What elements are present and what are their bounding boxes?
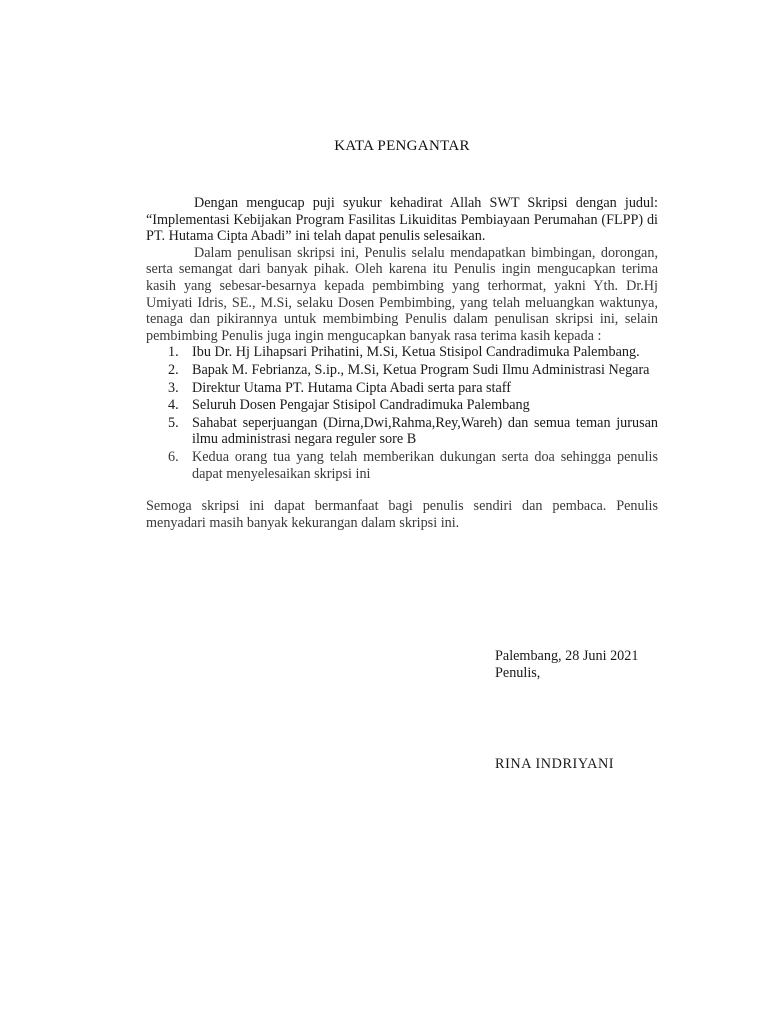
signature-block	[495, 648, 638, 682]
list-item-number: 2.	[168, 361, 179, 378]
second-paragraph: Dalam penulisan skripsi ini, Penulis selalu mendapatkan bimbingan, dorongan, serta semangat dari banyak pihak. Oleh karena itu Penulis ingin mengucapkan terima kasih yang sebesar-besarnya kepada pembimbing yang terhormat, yakni Yth. Dr.Hj Umiyati Idris, SE., M.Si, selaku Dosen Pembimbing, yang telah meluangkan waktunya, tenaga dan pikirannya untuk membimbing Penulis dalam penulisan skripsi ini, selain pembimbing Penulis juga ingin mengucapkan banyak rasa terima kasih kepada :	[146, 244, 658, 344]
list-item-text: Direktur Utama PT. Hutama Cipta Abadi serta para staff	[192, 379, 511, 396]
list-item-text: Ibu Dr. Hj Lihapsari Prihatini, M.Si, Ketua Stisipol Candradimuka Palembang.	[192, 344, 640, 361]
list-item-text: Seluruh Dosen Pengajar Stisipol Candradimuka Palembang	[192, 397, 530, 414]
list-item	[146, 344, 658, 361]
list-item	[146, 397, 658, 414]
place-date: Palembang, 28 Juni 2021	[495, 648, 639, 664]
author-label: Penulis,	[495, 665, 541, 681]
list-item-number: 3.	[168, 379, 179, 396]
intro-paragraph: Dengan mengucap puji syukur kehadirat Allah SWT Skripsi dengan judul: “Implementasi Kebijakan Program Fasilitas Likuiditas Pembiayaan Perumahan (FLPP) di PT. Hutama Cipta Abadi” ini telah dapat penulis selesaikan.	[146, 195, 658, 245]
list-item	[146, 362, 658, 379]
body-text	[146, 195, 658, 531]
list-item	[146, 380, 658, 397]
list-item-text: Bapak M. Febrianza, S.ip., M.Si, Ketua Program Sudi Ilmu Administrasi Negara	[192, 361, 650, 378]
thanks-list	[146, 344, 658, 482]
list-item-number: 5.	[168, 414, 179, 431]
list-item	[146, 415, 658, 448]
list-item-text: Sahabat seperjuangan (Dirna,Dwi,Rahma,Rey,Wareh) dan semua teman jurusan ilmu administrasi negara reguler sore B	[192, 414, 658, 448]
list-item-number: 1.	[168, 344, 179, 361]
author-name: RINA INDRIYANI	[495, 756, 615, 772]
closing-paragraph: Semoga skripsi ini dapat bermanfaat bagi penulis sendiri dan pembaca. Penulis menyadari masih banyak kekurangan dalam skripsi ini.	[146, 498, 658, 531]
list-item-number: 4.	[168, 397, 179, 414]
list-item-text: Kedua orang tua yang telah memberikan dukungan serta doa sehingga penulis dapat menyelesaikan skripsi ini	[192, 448, 658, 482]
list-item	[146, 449, 658, 482]
page-title: KATA PENGANTAR	[334, 138, 470, 154]
list-item-number: 6.	[168, 448, 179, 465]
